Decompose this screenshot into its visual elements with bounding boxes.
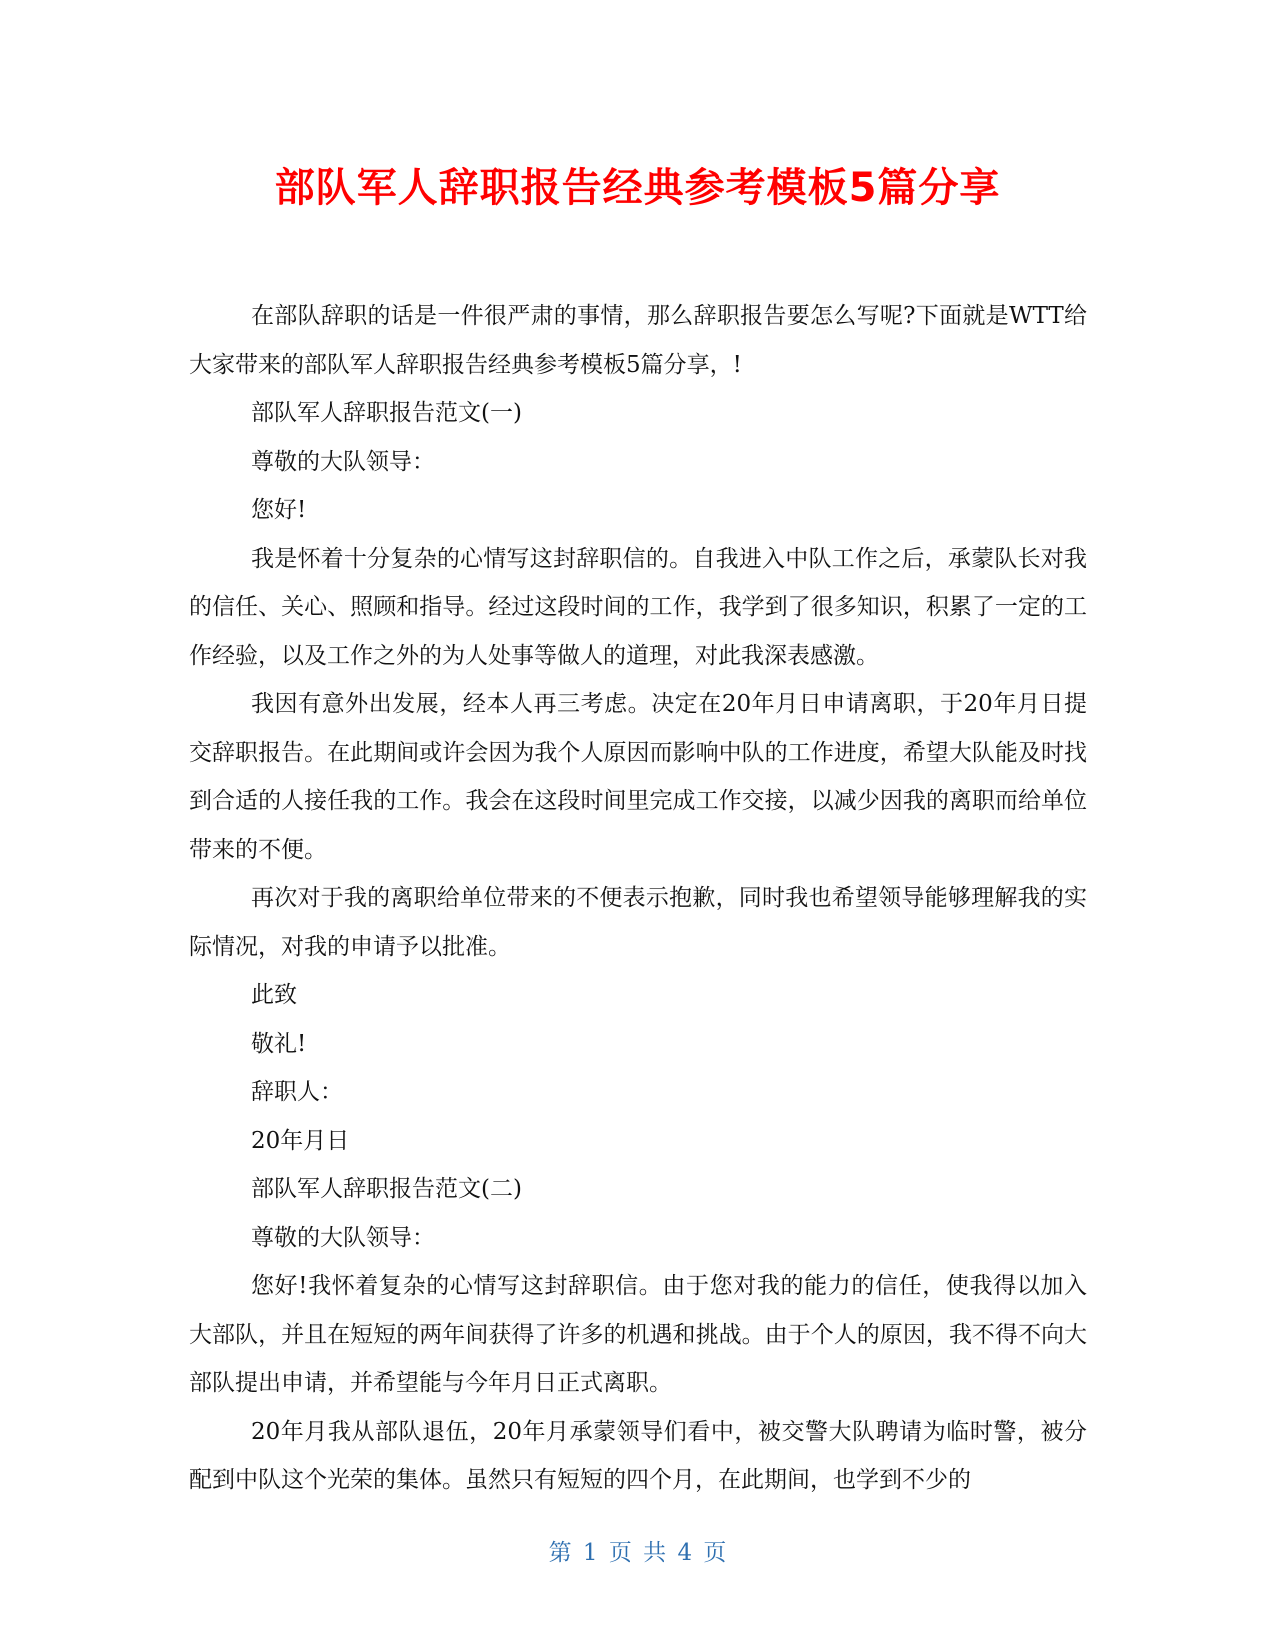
section-heading-2: 部队军人辞职报告范文(二) xyxy=(251,1176,522,1202)
signature-label: 辞职人： xyxy=(251,1079,343,1105)
section-heading-1: 部队军人辞职报告范文(一) xyxy=(251,400,522,426)
body-paragraph: 20年月我从部队退伍，20年月承蒙领导们看中，被交警大队聘请为临时警，被分配到中队这个光荣的集体。虽然只有短短的四个月，在此期间，也学到不少的 xyxy=(189,1418,1087,1493)
closing-regards: 敬礼! xyxy=(251,1030,307,1057)
document-body xyxy=(189,292,1087,1505)
body-paragraph: 我是怀着十分复杂的心情写这封辞职信的。自我进入中队工作之后，承蒙队长对我的信任、关心、照顾和指导。经过这段时间的工作，我学到了很多知识，积累了一定的工作经验，以及工作之外的为人处事等做人的道理，对此我深表感激。 xyxy=(189,545,1087,669)
page-number-footer: 第 1 页 共 4 页 xyxy=(548,1540,727,1566)
intro-paragraph: 在部队辞职的话是一件很严肃的事情，那么辞职报告要怎么写呢?下面就是WTT给大家带来的部队军人辞职报告经典参考模板5篇分享，! xyxy=(189,303,1087,378)
salutation-1: 尊敬的大队领导： xyxy=(251,448,435,475)
document-title: 部队军人辞职报告经典参考模板5篇分享 xyxy=(274,165,1001,211)
date-line: 20年月日 xyxy=(251,1127,350,1154)
closing-line: 此致 xyxy=(251,982,297,1008)
greeting-1: 您好! xyxy=(251,497,307,523)
body-paragraph: 您好!我怀着复杂的心情写这封辞职信。由于您对我的能力的信任，使我得以加入大部队，并且在短短的两年间获得了许多的机遇和挑战。由于个人的原因，我不得不向大部队提出申请，并希望能与今年月日正式离职。 xyxy=(189,1273,1087,1396)
body-paragraph: 我因有意外出发展，经本人再三考虑。决定在20年月日申请离职，于20年月日提交辞职报告。在此期间或许会因为我个人原因而影响中队的工作进度，希望大队能及时找到合适的人接任我的工作。我会在这段时间里完成工作交接，以减少因我的离职而给单位带来的不便。 xyxy=(189,691,1087,863)
body-paragraph: 再次对于我的离职给单位带来的不便表示抱歉，同时我也希望领导能够理解我的实际情况，对我的申请予以批准。 xyxy=(189,885,1087,960)
salutation-2: 尊敬的大队领导： xyxy=(251,1224,435,1251)
